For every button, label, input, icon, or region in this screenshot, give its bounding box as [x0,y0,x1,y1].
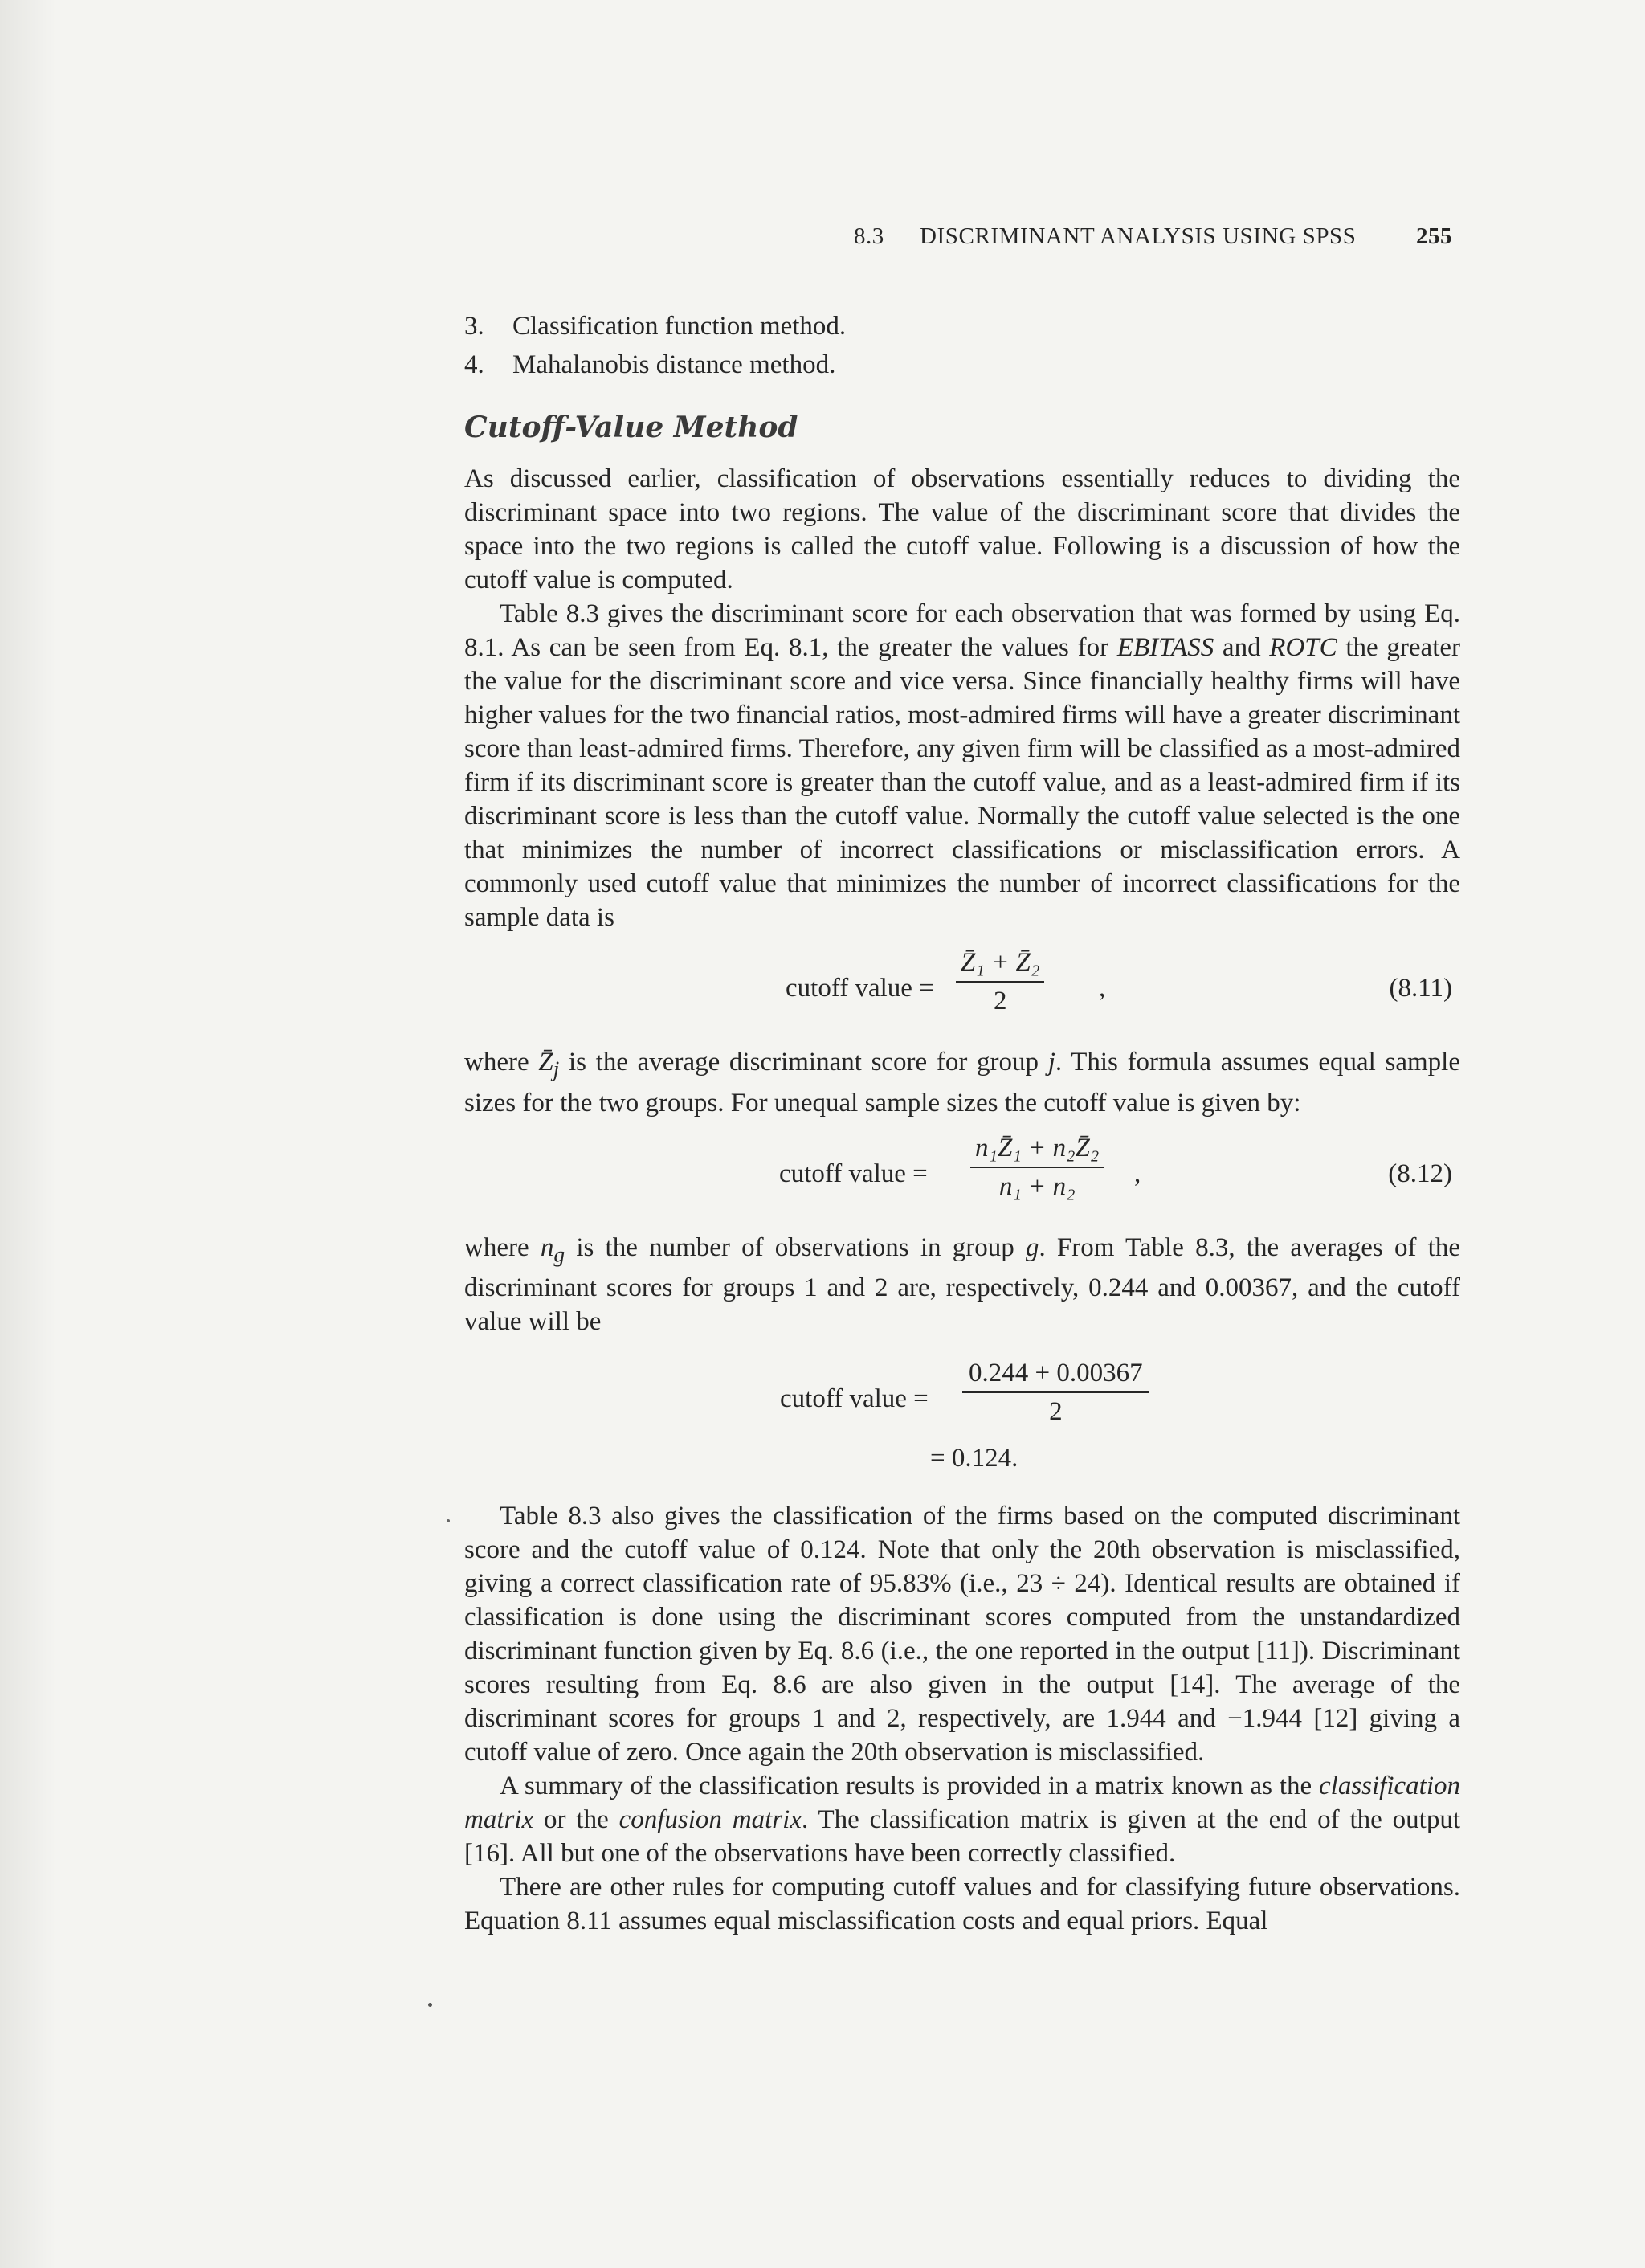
equation-numerator: n₁Z̄₁ + n₂Z̄₂ [970,1130,1104,1168]
equation-lhs: cutoff value = [780,1384,929,1414]
subheading: Cutoff-Value Method [464,411,798,444]
equation-fraction [970,1130,1104,1205]
variable-rotc: ROTC [1269,633,1337,662]
symbol-n: n [540,1232,554,1262]
equation-fraction [956,944,1044,1020]
term-classification-matrix: classification matrix [464,1771,1460,1835]
equation-numerator: 0.244 + 0.00367 [962,1355,1149,1393]
paragraph-other-rules: There are other rules for computing cutoff values and for classifying future observations. Equation 8.11 assumes equal misclassification costs and equal priors. Equal [464,1873,1460,1936]
text-run: . This formula assumes equal sample sizes for the two groups. For unequal sample sizes the cutoff value is given by: [464,1048,1460,1118]
subscript-g: g [553,1241,565,1267]
equation-comma: , [1134,1159,1141,1188]
paragraph-classification-matrix [464,1769,1460,1870]
header-section-title: DISCRIMINANT ANALYSIS USING SPSS [920,223,1357,249]
text-run: is the number of observations in group [565,1232,1026,1262]
equation-8-11 [464,944,1460,1032]
stray-mark [447,1519,450,1522]
text-run: the greater the value for the discriminant score and vice versa. Since financially healthy firms will have higher values for the two financial ratios, most-admired firms will have a greater discriminant score than least-admired firms. Therefore, any given firm will be classified as a most-admired firm if its discriminant score is greater than the cutoff value, and as a least-admired firm if its discriminant score is less than the cutoff value. Normally the cutoff value selected is the one that minimizes the number of incorrect classifications or misclassification errors. A commonly used cutoff value that minimizes the number of incorrect classifications for the sample data is [464,633,1460,932]
list-item-text: Mahalanobis distance method. [512,350,836,379]
stray-mark [428,2003,432,2007]
symbol-z-bar: Z̄ [538,1048,553,1077]
equation-denominator: 2 [1049,1397,1063,1427]
equation-lhs: cutoff value = [786,974,934,1003]
list-item-text: Classification function method. [512,312,847,341]
paragraph-where-zj [464,1045,1460,1120]
text-run: and [1214,633,1270,662]
list-item-number: 4. [464,350,484,379]
paragraph-where-ng [464,1231,1460,1339]
paragraph-classification: Table 8.3 also gives the classification of the firms based on the computed discriminant score and the cutoff value of 0.124. Note that only the 20th observation is misclassified, giving a correct classification rate of 95.83% (i.e., 23 ÷ 24). Identical results are obtained if classification is done using the discriminant scores computed from the unstandardized discriminant function given by Eq. 8.6 (i.e., the one reported in the output [11]). Discriminant scores resulting from Eq. 8.6 are also given in the output [14]. The average of the discriminant scores for groups 1 and 2, respectively, are 1.944 and −1.944 [12] giving a cutoff value of zero. Once again the 20th observation is misclassified. [464,1502,1460,1767]
equation-numerator: Z̄₁ + Z̄₂ [956,944,1044,983]
text-run: . From Table 8.3, the averages of the discriminant scores for groups 1 and 2 are, respectively, 0.244 and 0.00367, and the cutoff value will be [464,1232,1460,1337]
list-item [464,309,1460,343]
page-body [464,309,1460,1938]
list-item [464,348,1460,382]
text-run: A summary of the classification results is provided in a matrix known as the [500,1771,1319,1801]
equation-comma: , [1099,974,1106,1003]
page-number: 255 [1416,223,1452,249]
text-run: . The classification matrix is given at the end of the output [16]. All but one of the observations have been correctly classified. [464,1805,1460,1869]
paragraph-intro: As discussed earlier, classification of observations essentially reduces to dividing the discriminant space into two regions. The value of the discriminant score that divides the space into the two regions is called the cutoff value. Following is a discussion of how the cutoff value is computed. [464,464,1460,595]
symbol-g: g [1025,1232,1039,1262]
list-item-number: 3. [464,312,484,341]
variable-ebitass: EBITASS [1116,633,1214,662]
equation-result: = 0.124. [930,1444,1018,1473]
equation-number: (8.11) [1389,974,1452,1003]
symbol-j: j [1047,1048,1055,1077]
equation-lhs: cutoff value = [779,1159,928,1188]
text-run: Table 8.3 gives the discriminant score for each observation that was formed by using Eq. 8.1. As can be seen from Eq. 8.1, the greater the values for [464,599,1460,662]
text-run: or the [533,1805,619,1835]
equation-fraction [962,1355,1149,1430]
equation-number: (8.12) [1388,1159,1452,1188]
equation-8-12 [464,1130,1460,1218]
page-binding-edge [0,0,56,2268]
equation-cutoff-calculation [464,1355,1460,1491]
equation-denominator: 2 [993,987,1007,1015]
text-run: where [464,1232,541,1262]
subscript-j: j [553,1056,560,1081]
equation-denominator: n₁ + n₂ [998,1171,1076,1201]
term-confusion-matrix: confusion matrix [618,1805,802,1835]
text-run: where [464,1048,539,1077]
paragraph-table-8-3 [464,597,1460,934]
header-section-number: 8.3 [854,223,884,249]
text-run: is the average discriminant score for group [559,1048,1048,1077]
